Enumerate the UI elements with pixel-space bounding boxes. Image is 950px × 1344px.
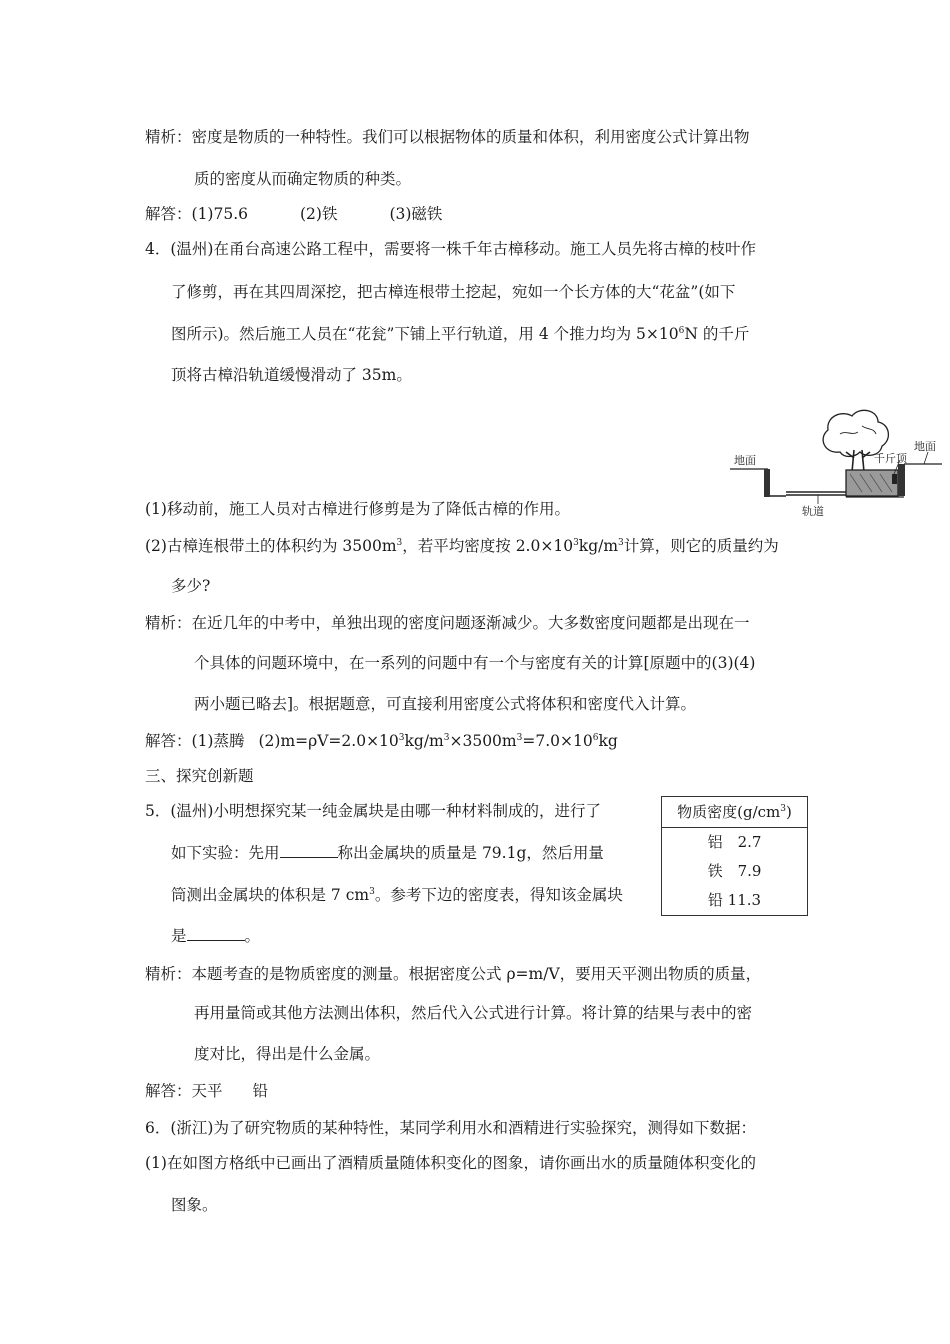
question-6-line: 6．(浙江)为了研究物质的某种特性，某同学利用水和酒精进行实验探究，测得如下数据： (145, 1119, 756, 1137)
analysis-5 (145, 963, 761, 985)
density-table-header (662, 797, 807, 828)
analysis-label: 精析： (145, 614, 192, 632)
pit-right-wall (898, 464, 905, 496)
text-run: 筒测出金属块的体积是 7 cm (171, 886, 370, 904)
question-5-line (171, 884, 623, 906)
answer-item: (3)磁铁 (389, 205, 443, 223)
text-run: ，若平均密度按 2.0×10 (402, 537, 574, 555)
question-6-sub1-cont: 图象。 (171, 1196, 218, 1214)
question-5-line: 5．(温州)小明想探究某一纯金属块是由哪一种材料制成的，进行了 (145, 802, 601, 820)
text-run: kg (598, 732, 618, 750)
density-row: 铅 11.3 (707, 891, 762, 909)
exponent: 3 (369, 887, 375, 897)
answer-blank[interactable] (187, 926, 245, 941)
text-run: 。 (244, 927, 261, 945)
analysis-5-cont: 再用量筒或其他方法测出体积，然后代入公式进行计算。将计算的结果与表中的密 (194, 1004, 753, 1022)
exponent: 6 (592, 733, 599, 743)
answer-4 (145, 730, 618, 752)
exponent: 3 (573, 538, 579, 548)
analysis-5-cont: 度对比，得出是什么金属。 (194, 1045, 381, 1063)
text-run: ) (786, 803, 792, 821)
answer-item: 铅 (252, 1082, 269, 1100)
question-5-line (171, 842, 604, 864)
density-table (661, 796, 808, 916)
text-run: (2)m=ρV=2.0×10 (258, 732, 399, 750)
section-title: 三、探究创新题 (145, 767, 254, 785)
question-4-line: 了修剪，再在其四周深挖，把古樟连根带土挖起，宛如一个长方体的大“花盆”(如下 (171, 283, 736, 301)
answer-label: 解答： (145, 1082, 192, 1100)
question-4-line: 顶将古樟沿轨道缓慢滑动了 35m。 (171, 366, 412, 384)
exponent: 3 (396, 538, 403, 548)
jack-icon (892, 474, 897, 484)
answer-item: (1)蒸腾 (191, 732, 245, 750)
tree-crown-detail (840, 426, 876, 434)
text-run: 图所示)。然后施工人员在“花瓮”下铺上平行轨道，用 4 个推力均为 5×10 (171, 325, 679, 343)
question-4-sub1: (1)移动前，施工人员对古樟进行修剪是为了降低古樟的作用。 (145, 500, 570, 518)
analysis-text: 在近几年的中考中，单独出现的密度问题逐渐减少。大多数密度问题都是出现在一 (191, 614, 750, 632)
tree-moving-figure (728, 404, 943, 519)
analysis-text: 本题考查的是物质密度的测量。根据密度公式 ρ=m/V，要用天平测出物质的质量， (191, 965, 762, 983)
pit-left-wall (764, 469, 770, 497)
track-label: 轨道 (802, 505, 824, 518)
question-4-sub2 (145, 535, 779, 557)
text-run: kg/m (578, 537, 619, 555)
question-4-line (171, 323, 749, 345)
text-run: (2)古樟连根带土的体积约为 3500m (145, 537, 397, 555)
analysis-3 (145, 126, 750, 148)
answer-label: 解答： (145, 205, 192, 223)
text-run: 计算，则它的质量约为 (623, 537, 779, 555)
question-4-sub2-cont: 多少? (171, 577, 211, 595)
answer-item: (1)75.6 (191, 205, 248, 223)
answer-item (258, 732, 617, 750)
exponent: 3 (443, 733, 450, 743)
analysis-4-cont: 两小题已略去]。根据题意，可直接利用密度公式将体积和密度代入计算。 (194, 695, 697, 713)
density-row: 铁 7.9 (707, 862, 762, 880)
text-run: N 的千斤 (684, 325, 750, 343)
question-6-sub1: (1)在如图方格纸中已画出了酒精质量随体积变化的图象，请你画出水的质量随体积变化的 (145, 1154, 756, 1172)
text-run: 。参考下边的密度表，得知该金属块 (374, 886, 623, 904)
text-run: 如下实验：先用 (171, 844, 280, 862)
text-run: =7.0×10 (522, 732, 593, 750)
analysis-label: 精析： (145, 965, 192, 983)
analysis-label: 精析： (145, 128, 192, 146)
answer-label: 解答： (145, 732, 192, 750)
ground-right-leader (924, 452, 928, 464)
exponent: 3 (618, 538, 624, 548)
text-run: ×3500m (449, 732, 517, 750)
answer-3 (145, 203, 442, 225)
text-run: 物质密度(g/cm (677, 803, 781, 821)
ground-right-label: 地面 (914, 440, 936, 453)
answer-item: (2)铁 (299, 205, 338, 223)
analysis-4 (145, 612, 750, 634)
text-run: kg/m (404, 732, 444, 750)
text-run: 是 (171, 927, 187, 945)
density-row: 铝 2.7 (707, 833, 762, 851)
analysis-4-cont: 个具体的问题环境中，在一系列的问题中有一个与密度有关的计算[原题中的(3)(4) (194, 654, 756, 672)
answer-blank[interactable] (280, 843, 338, 858)
analysis-3-cont: 质的密度从而确定物质的种类。 (194, 170, 412, 188)
exponent: 3 (516, 733, 523, 743)
ground-left-label: 地面 (734, 454, 756, 467)
flower-pot-block (846, 470, 898, 496)
pit-left (768, 469, 786, 496)
exponent: 6 (678, 326, 685, 336)
exponent: 3 (780, 804, 786, 814)
question-5-line (171, 925, 260, 947)
question-4-line: 4．(温州)在甬台高速公路工程中，需要将一株千年古樟移动。施工人员先将古樟的枝叶作 (145, 240, 756, 258)
text-run: 称出金属块的质量是 79.1g，然后用量 (337, 844, 604, 862)
jack-label: 千斤顶 (874, 452, 907, 465)
analysis-text: 密度是物质的一种特性。我们可以根据物体的质量和体积，利用密度公式计算出物 (191, 128, 750, 146)
exponent: 3 (398, 733, 405, 743)
answer-item: 天平 (191, 1082, 223, 1100)
answer-5 (145, 1080, 268, 1102)
